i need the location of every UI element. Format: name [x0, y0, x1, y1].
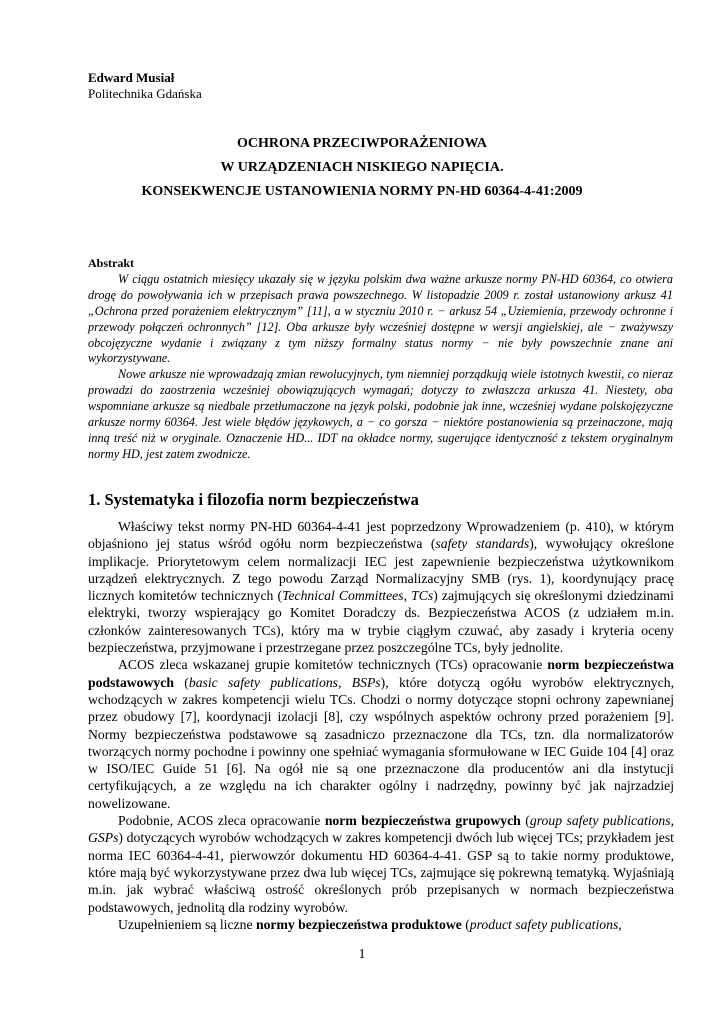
text-bold: normy bezpieczeństwa produktowe	[255, 916, 462, 932]
section-body	[88, 518, 674, 933]
abstract-heading: Abstrakt	[88, 256, 135, 270]
text-bold: norm bezpieczeństwa podstawowych	[88, 657, 674, 690]
text-run: ACOS zleca wskazanej grupie komitetów technicznych (TCs) opracowanie	[118, 657, 548, 673]
text-italic: Technical Committees	[282, 588, 404, 604]
text-run: ) dotyczących wyrobów wchodzących w zakres kompetencji dwóch lub więcej TCs; przykładem jest norma IEC 60364-4-41, pierwowzór dokumentu HD 60364-4-41. GSP są to takie normy produktowe, które mają być wykorzystywane przez dwa lub więcej TCs, zajmujące się pokrewną tematyką. Wyjaśniają m.in. jak wybrać właściwą ostrość określonych prób przepisanych w normach bezpieczeństwa podstawowych, jednolitą dla rodziny wyrobów.	[88, 830, 674, 915]
title-line-3: KONSEKWENCJE USTANOWIENIA NORMY PN-HD 60364-4-41:2009	[141, 184, 583, 199]
text-run: (	[461, 916, 470, 932]
abstract-paragraph-2: Nowe arkusze nie wprowadzają zmian rewolucyjnych, tym niemniej porządkują wiele istotnych kwestii, co nieraz prowadzi do zaostrzenia wcześniej obowiązujących wymagań; dotyczy to zwłaszcza arkusza 41. Niestety, oba wspomniane arkusze są niedbale przetłumaczone na język polski, podobnie jak inne, wcześniej wydane polskojęzyczne arkusze normy 60364. Jest wiele błędów językowych, a − co gorsza − niektóre postanowienia są przeinaczone, mają inną treść niż w oryginale. Oznaczenie HD... IDT na okładce normy, sugerujące identyczność z tekstem oryginalnym normy HD, jest zatem zwodnicze.	[88, 367, 673, 461]
page-number: 1	[358, 947, 366, 962]
text-italic: group safety publications, GSPs	[88, 813, 675, 846]
text-run: Uzupełnieniem są liczne	[118, 916, 256, 932]
body-paragraph-4	[88, 916, 674, 933]
paper-title	[60, 132, 664, 204]
body-paragraph-3	[88, 812, 674, 916]
body-paragraph-2	[88, 656, 674, 812]
text-run: (	[520, 813, 530, 829]
title-line-1: OCHRONA PRZECIWPORAŻENIOWA	[236, 136, 488, 151]
text-italic: safety standards	[435, 536, 530, 552]
abstract	[88, 256, 673, 463]
author-block	[88, 70, 202, 102]
text-run: (	[173, 674, 189, 690]
text-run: ), które dotyczą ogółu wyrobów elektrycznych, wchodzących w zakres kompetencji wielu TCs. Chodzi o normy dotyczące stopni ochrony zapewnianej przez obudowy [7], koordynacji izolacji [8], czy wspólnych aspektów ochrony przed porażeniem [9]. Normy bezpieczeństwa podstawowe są zasadniczo przeznaczone dla TCs, tzn. dla normalizatorów tworzących normy pochodne i powinny one spełniać wymagania sformułowane w IEC Guide 104 [4] oraz w ISO/IEC Guide 51 [6]. Na ogół nie są one przeznaczone dla producentów ani dla instytucji certyfikujących, a ze względu na ich charakter ogólny i nadrzędny, powinny być jak najrzadziej nowelizowane.	[88, 674, 674, 811]
abstract-paragraph-1: W ciągu ostatnich miesięcy ukazały się w języku polskim dwa ważne arkusze normy PN-HD 60364, co otwiera drogę do powoływania ich w przepisach prawa powszechnego. W listopadzie 2009 r. został ustanowiony arkusz 41 „Ochrona przed porażeniem elektrycznym” [11], a w styczniu 2010 r. − arkusz 54 „Uziemienia, przewody ochronne i przewody połączeń ochronnych” [12]. Oba arkusze były wcześniej dostępne w wersji angielskiej, ale − zważywszy obcojęzyczne wydanie i związany z tym niższy formalny status normy − nie były powszechnie znane ani wykorzystywane.	[88, 271, 673, 366]
text-bold: norm bezpieczeństwa grupowych	[324, 813, 521, 829]
text-italic: TCs	[411, 588, 434, 604]
title-line-2: W URZĄDZENIACH NISKIEGO NAPIĘCIA.	[220, 160, 504, 175]
author-affiliation: Politechnika Gdańska	[88, 86, 202, 101]
text-run: ), wywołujący określone implikacje. Priorytetowym celem normalizacji IEC jest zapewnienie bezpieczeństwa użytkownikom urządzeń elektrycznych. Z tego powodu Zarząd Normalizacyjny SMB (rys. 1), koordynujący pracę licznych komitetów technicznych (	[88, 536, 674, 604]
section-heading: 1. Systematyka i filozofia norm bezpieczeństwa	[88, 490, 419, 509]
text-run: Właściwy tekst normy PN-HD 60364-4-41 jest poprzedzony Wprowadzeniem (p. 410), w którym objaśniono jej status wśród ogółu norm bezpieczeństwa (	[88, 519, 674, 552]
author-name: Edward Musiał	[88, 70, 175, 85]
text-italic: basic safety publications, BSPs	[188, 674, 381, 690]
text-run: ) zajmujących się określonymi dziedzinami elektryki, tworzy wspierający go Komitet Doradczy ds. Bezpieczeństwa ACOS (z udziałem m.in. członków zainteresowanych TCs), który ma w trybie ciągłym czuwać, aby zasady i kryteria oceny bezpieczeństwa, przyjmowane i przestrzegane przez poszczególne TCs, były jednolite.	[88, 588, 674, 656]
text-run: ,	[403, 588, 412, 604]
body-paragraph-1	[88, 518, 674, 656]
text-italic: product safety publications,	[469, 916, 622, 932]
text-run: Podobnie, ACOS zleca opracowanie	[118, 813, 325, 829]
